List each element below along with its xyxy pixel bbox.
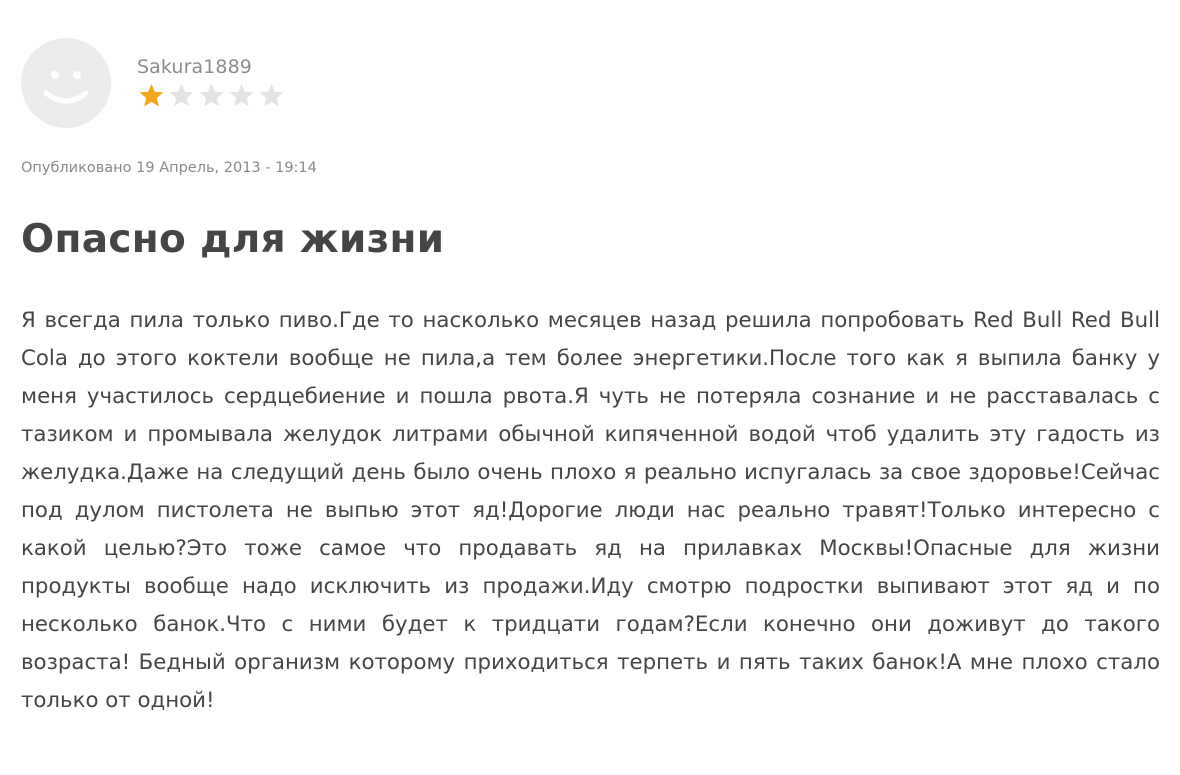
review-card <box>21 38 1160 713</box>
star-empty-icon <box>227 82 256 108</box>
smiley-face-icon <box>21 38 111 128</box>
review-title: Опасно для жизни <box>21 217 445 262</box>
author-name[interactable]: Sakura1889 <box>137 56 252 78</box>
rating-stars <box>137 82 286 108</box>
star-empty-icon <box>257 82 286 108</box>
star-empty-icon <box>167 82 196 108</box>
star-filled-icon <box>137 82 166 108</box>
star-empty-icon <box>197 82 226 108</box>
author-block <box>137 38 286 108</box>
avatar <box>21 38 111 128</box>
review-text: Я всегда пила только пиво.Где то насколько месяцев назад решила попробовать Red Bull Red Bull Cola до этого коктели вообще не пила,а тем более энергетики.После того как я выпила банку у меня участилось сердцебиение и пошла рвота.Я чуть не потеряла сознание и не расставалась с тазиком и промывала желудок литрами обычной кипяченной водой чтоб удалить эту гадость из желудка.Даже на следущий день было очень плохо я реально испугалась за свое здоровье!Сейчас под дулом пистолета не выпью этот яд!Дорогие люди нас реально травят!Только интересно с какой целью?Это тоже самое что продавать яд на прилавках Москвы!Опасные для жизни продукты вообще надо исключить из продажи.Иду смотрю подростки выпивают этот яд и по несколько банок.Что с ними будет к тридцати годам?Если конечно они доживут до такого возраста! Бедный организм которому приходиться терпеть и пять таких банок!А мне плохо стало только от одной! <box>21 308 1160 713</box>
published-date: Опубликовано 19 Апрель, 2013 - 19:14 <box>21 160 317 176</box>
review-header <box>21 38 1160 129</box>
